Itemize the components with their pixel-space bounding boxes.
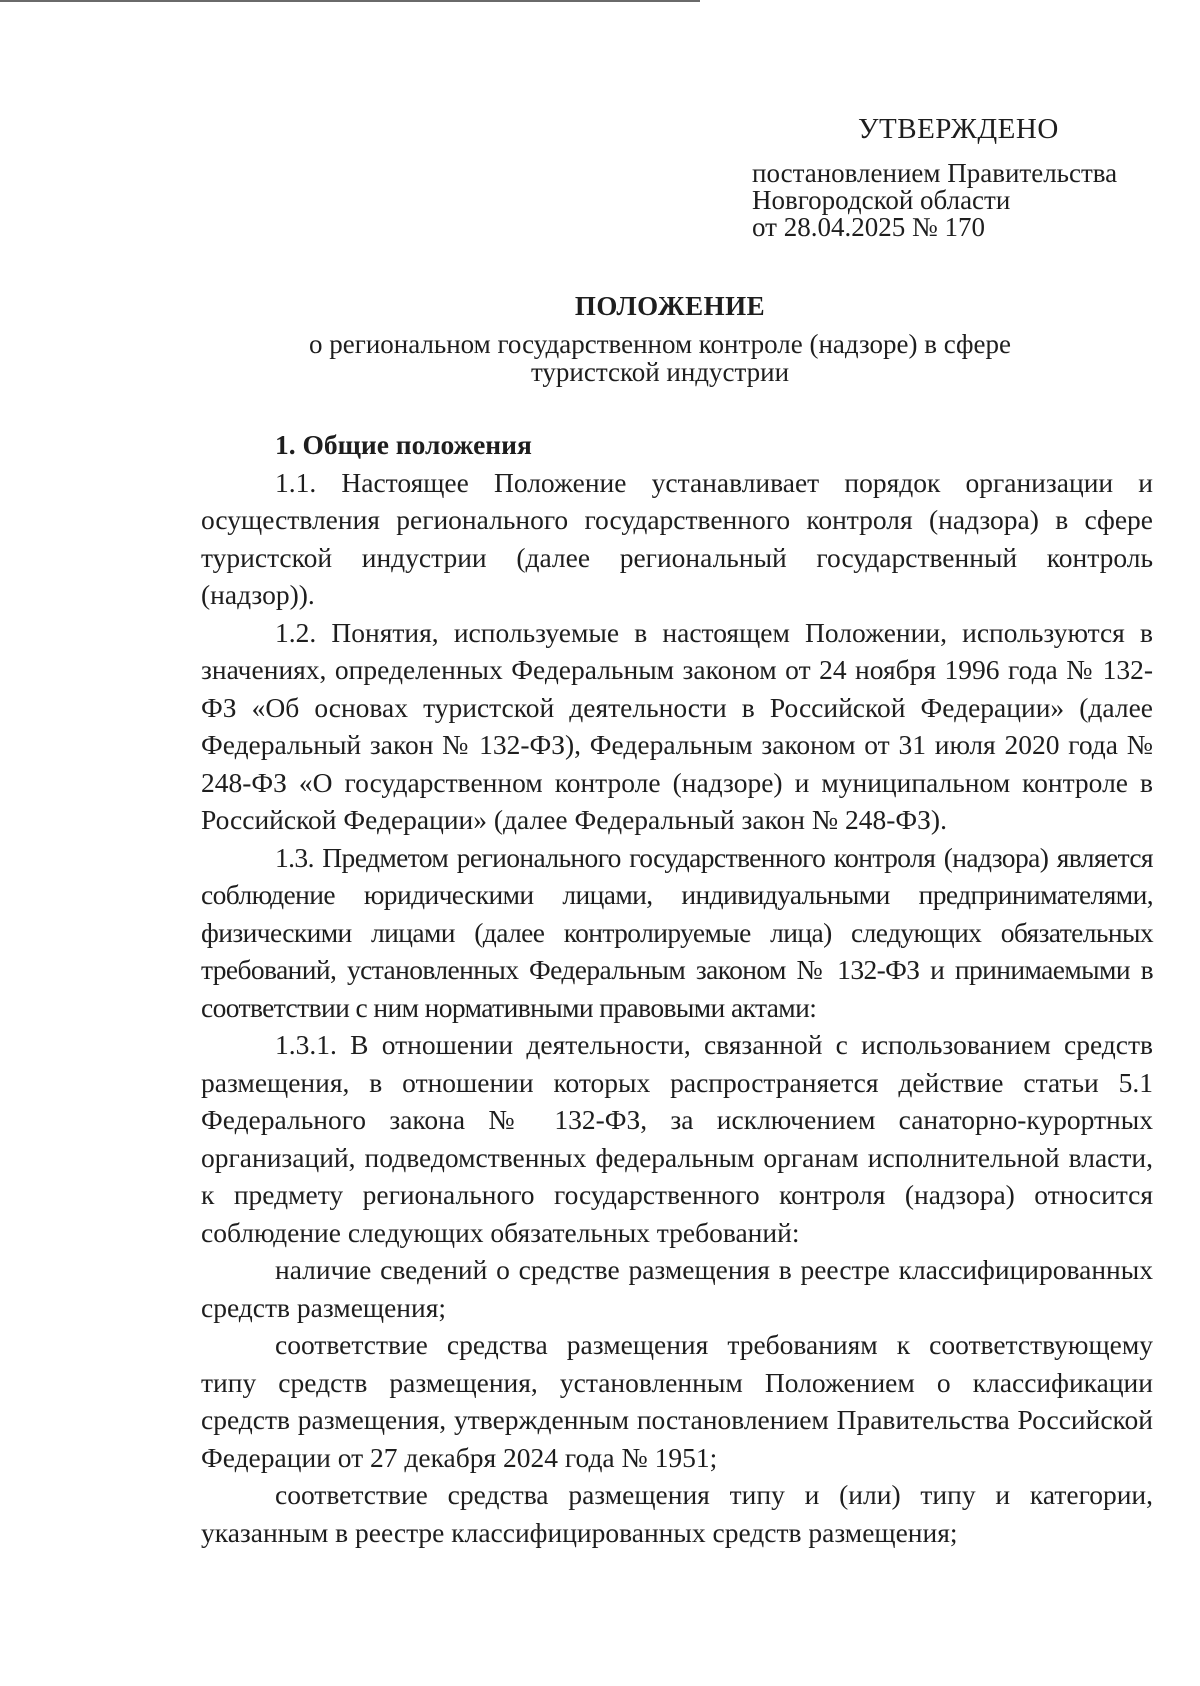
requirement-item-type-compliance: соответствие средства размещения требованиям к соответствующему типу средств размещения, установленным Положением о классификации средств размещения, утвержденным постановлением Правительства Российской Федерации от 27 декабря 2024 года № 1951; [201, 1329, 1153, 1473]
section-heading: 1. Общие положения [275, 429, 532, 460]
paragraph-1-2: 1.2. Понятия, используемые в настоящем Положении, используются в значениях, определенных Федеральным законом от 24 ноября 1996 года № 132-ФЗ «Об основах туристской деятельности в Российской Федерации» (далее Федеральный закон № 132-ФЗ), Федеральным законом от 31 июля 2020 года № 248-ФЗ «О государственном контроле (надзоре) и муниципальном контроле в Российской Федерации» (далее Федеральный закон № 248-ФЗ). [201, 616, 1153, 835]
requirement-item-registry: наличие сведений о средстве размещения в реестре классифицированных средств размещения; [201, 1254, 1153, 1323]
approval-line-2: Новгородской области [752, 185, 1011, 215]
requirement-item-category-compliance: соответствие средства размещения типу и (или) типу и категории, указанным в реестре классифицированных средств размещения; [201, 1479, 1153, 1548]
approval-stamp [752, 114, 1152, 241]
document-body [201, 426, 1153, 1551]
document-subtitle [180, 330, 1140, 386]
approval-title: УТВЕРЖДЕНО [858, 113, 1059, 145]
approval-line-1: постановлением Правительства [752, 158, 1118, 188]
paragraph-1-1: 1.1. Настоящее Положение устанавливает порядок организации и осуществления регионального государственного контроля (надзора) в сфере туристской индустрии (далее региональный государственный контроль (надзор)). [201, 466, 1153, 610]
paragraph-1-3-1: 1.3.1. В отношении деятельности, связанной с использованием средств размещения, в отношении которых распространяется действие статьи 5.1 Федерального закона № 132-ФЗ, за исключением санаторно-курортных организаций, подведомственных федеральным органам исполнительной власти, к предмету регионального государственного контроля (надзора) относится соблюдение следующих обязательных требований: [201, 1029, 1153, 1248]
document-subtitle-line-1: о региональном государственном контроле (надзоре) в сфере [309, 329, 1011, 359]
approval-line-3: от 28.04.2025 № 170 [752, 212, 985, 242]
document-title: ПОЛОЖЕНИЕ [574, 291, 766, 321]
scan-top-rule [0, 0, 700, 2]
paragraph-1-3: 1.3. Предметом регионального государственного контроля (надзора) является соблюдение юридическими лицами, индивидуальными предпринимателями, физическими лицами (далее контролируемые лица) следующих обязательных требований, установленных Федеральным законом № 132-ФЗ и принимаемыми в соответствии с ним нормативными правовыми актами: [201, 841, 1153, 1023]
document-subtitle-line-2: туристской индустрии [530, 357, 790, 387]
